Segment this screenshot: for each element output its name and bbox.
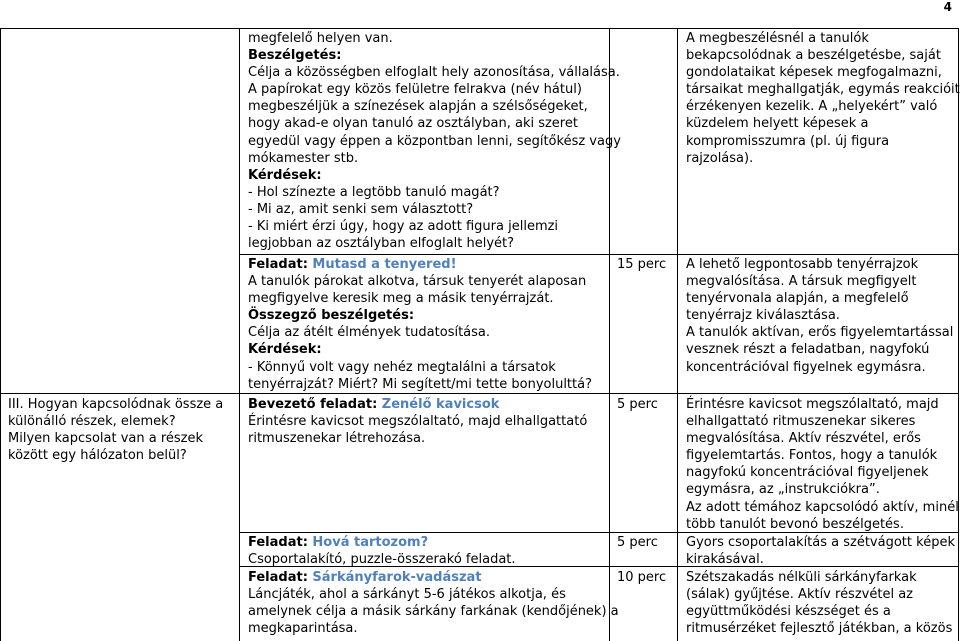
- duration: 15 perc: [617, 257, 667, 272]
- text-line: [686, 115, 960, 132]
- text-run: különálló részek, elemek?: [8, 414, 176, 430]
- text-run: hogy akad-e olyan tanuló az osztályban, aki szeret: [248, 116, 578, 132]
- text-run: Érintésre kavicsot megszólaltató, majd: [686, 397, 939, 412]
- bold-label: Feladat:: [248, 570, 313, 585]
- activity-description: [248, 534, 516, 568]
- bold-label: Összegző beszélgetés:: [248, 308, 415, 324]
- duration: 5 perc: [617, 397, 658, 412]
- text-line: [686, 464, 959, 481]
- text-line: [248, 396, 587, 413]
- bold-label: Bevezető feladat:: [248, 397, 382, 412]
- text-line: [248, 620, 619, 637]
- text-line: [686, 290, 953, 307]
- text-line: [686, 307, 953, 324]
- column-divider: [677, 28, 678, 641]
- text-line: [248, 341, 592, 358]
- text-run: érzékenyen kezelik. A „helyekért” való: [686, 99, 938, 115]
- text-line: [8, 430, 223, 447]
- activity-description: [248, 396, 587, 447]
- text-run: gondolataikat képesek megfogalmazni,: [686, 65, 942, 81]
- text-line: [248, 235, 621, 252]
- text-run: megfelelő helyen van.: [248, 31, 393, 46]
- text-line: [686, 413, 959, 430]
- text-line: [248, 115, 621, 132]
- text-run: Szétszakadás nélküli sárkányfarkak: [686, 570, 917, 585]
- text-run: Gyors csoportalakítás a szétvágott képek: [686, 535, 955, 550]
- activity-description: [248, 256, 592, 393]
- activity-title: Zenélő kavicsok: [381, 397, 500, 412]
- table-border-top: [0, 28, 959, 29]
- text-line: [248, 307, 592, 324]
- text-run: egyedül vagy éppen a központban lenni, segítőkész vagy: [248, 133, 621, 149]
- text-line: [686, 481, 959, 498]
- text-line: [686, 273, 953, 290]
- text-line: [248, 167, 621, 184]
- text-run: Célja a közösségben elfoglalt hely azonosítása, vállalása.: [248, 65, 620, 81]
- text-line: [686, 133, 960, 150]
- section-question: [8, 396, 223, 464]
- text-run: több tanulót bevonó beszélgetés.: [686, 516, 904, 532]
- duration: 10 perc: [617, 570, 667, 585]
- text-line: [248, 603, 619, 620]
- text-line: [248, 30, 621, 47]
- text-line: [686, 603, 952, 620]
- text-run: megvalósítása. A társuk megfigyelt: [686, 274, 917, 290]
- text-run: kirakásával.: [686, 552, 764, 568]
- text-line: [248, 359, 592, 376]
- text-run: legjobban az osztályban elfoglalt helyét?: [248, 236, 515, 252]
- bold-label: Beszélgetés:: [248, 48, 342, 64]
- bold-label: Feladat:: [248, 257, 313, 272]
- text-line: [686, 551, 955, 568]
- text-run: Csoportalakító, puzzle-összerakó feladat.: [248, 552, 516, 568]
- text-line: [686, 341, 953, 358]
- text-run: vesznek részt a feladatban, nagyfokú: [686, 342, 930, 358]
- text-line: [686, 569, 952, 586]
- text-line: [248, 569, 619, 586]
- text-line: [8, 396, 223, 413]
- text-line: [248, 256, 592, 273]
- text-run: társaikat meghallgatják, egymás reakcióit: [686, 82, 960, 98]
- text-run: A lehető legpontosabb tenyérrajzok: [686, 257, 919, 272]
- text-run: bekapcsolódnak a beszélgetésbe, saját: [686, 48, 941, 64]
- text-run: Láncjáték, ahol a sárkányt 5-6 játékos alkotja, és: [248, 587, 566, 603]
- text-run: A megbeszélésnél a tanulók: [686, 31, 869, 46]
- text-run: elhallgattató ritmuszenekar sikeres: [686, 414, 916, 430]
- text-line: [248, 47, 621, 64]
- text-line: [686, 430, 959, 447]
- text-line: [248, 273, 592, 290]
- text-run: megbeszéljük a színezések alapján a szélsőségeket,: [248, 99, 588, 115]
- expected-outcome: [686, 534, 955, 568]
- activity-title: Hová tartozom?: [312, 535, 429, 550]
- text-line: [248, 150, 621, 167]
- text-run: III. Hogyan kapcsolódnak össze a: [8, 397, 224, 412]
- text-line: [248, 324, 592, 341]
- text-line: [248, 551, 516, 568]
- text-line: [686, 324, 953, 341]
- text-run: között egy hálózaton belül?: [8, 448, 187, 464]
- activity-description: [248, 30, 621, 252]
- text-line: [248, 201, 621, 218]
- text-line: [248, 81, 621, 98]
- table-border-left: [0, 28, 1, 641]
- bold-label: Kérdések:: [248, 342, 322, 358]
- text-run: Milyen kapcsolat van a részek: [8, 431, 204, 447]
- text-line: [686, 586, 952, 603]
- text-line: [686, 516, 959, 533]
- text-line: [686, 620, 952, 637]
- text-run: nagyfokú koncentrációval figyeljenek: [686, 465, 929, 481]
- text-line: [248, 534, 516, 551]
- bold-label: Kérdések:: [248, 167, 322, 183]
- bold-label: Feladat:: [248, 535, 313, 550]
- text-run: egymásra, az „instrukciókra”.: [686, 482, 880, 498]
- text-run: kompromisszumra (pl. új figura: [686, 133, 890, 149]
- text-line: [686, 256, 953, 273]
- text-line: [686, 534, 955, 551]
- text-run: tenyérrajz kiválasztása.: [686, 308, 840, 324]
- text-run: rajzolása).: [686, 150, 754, 166]
- text-line: [248, 64, 621, 81]
- text-run: - Könnyű volt vagy nehéz megtalálni a társatok: [248, 359, 556, 375]
- text-run: megvalósítása. Aktív részvétel, erős: [686, 431, 921, 447]
- text-line: [248, 184, 621, 201]
- column-divider: [239, 28, 240, 641]
- text-line: [686, 64, 960, 81]
- text-run: amelynek célja a másik sárkány farkának (kendőjének) a: [248, 604, 619, 620]
- text-line: [686, 30, 960, 47]
- text-line: [686, 47, 960, 64]
- text-run: ritmusérzéket fejlesztő játékban, a közös: [686, 621, 953, 637]
- text-run: Az adott témához kapcsolódó aktív, minél: [686, 499, 959, 515]
- text-run: Célja az átélt élmények tudatosítása.: [248, 325, 491, 341]
- text-line: [248, 290, 592, 307]
- text-run: megfigyelve keresik meg a másik tenyérrajzát.: [248, 291, 554, 307]
- text-run: - Mi az, amit senki sem választott?: [248, 201, 474, 217]
- expected-outcome: [686, 396, 959, 533]
- row-divider: [0, 393, 959, 394]
- expected-outcome: [686, 30, 960, 167]
- text-line: [248, 376, 592, 393]
- text-line: [248, 218, 621, 235]
- text-line: [686, 359, 953, 376]
- text-run: megkaparintása.: [248, 621, 358, 637]
- text-run: mókamester stb.: [248, 150, 359, 166]
- text-line: [8, 447, 223, 464]
- text-run: A papírokat egy közös felületre felrakva (név hátul): [248, 82, 582, 98]
- text-run: (sálak) gyűjtése. Aktív részvétel az: [686, 587, 913, 603]
- text-run: - Ki miért érzi úgy, hogy az adott figura jellemzi: [248, 219, 559, 235]
- text-run: A tanulók párokat alkotva, társuk tenyerét alaposan: [248, 274, 587, 290]
- expected-outcome: [686, 256, 953, 376]
- text-line: [686, 150, 960, 167]
- text-line: [248, 413, 587, 430]
- text-run: koncentrációval figyelnek egymásra.: [686, 359, 926, 375]
- text-run: tenyérrajzát? Miért? Mi segített/mi tette bonyolulttá?: [248, 376, 592, 392]
- text-run: küzdelem helyett képesek a: [686, 116, 869, 132]
- text-line: [8, 413, 223, 430]
- page-number: 4: [943, 0, 952, 14]
- text-line: [686, 396, 959, 413]
- text-run: A tanulók aktívan, erős figyelemtartással: [686, 325, 954, 341]
- text-line: [686, 499, 959, 516]
- expected-outcome: [686, 569, 952, 637]
- text-run: figyelemtartás. Fontos, hogy a tanulók: [686, 448, 938, 464]
- activity-title: Mutasd a tenyered!: [312, 257, 457, 272]
- text-run: Érintésre kavicsot megszólaltató, majd elhallgattató: [248, 414, 588, 430]
- text-line: [686, 81, 960, 98]
- text-run: - Hol színezte a legtöbb tanuló magát?: [248, 184, 500, 200]
- text-line: [248, 98, 621, 115]
- text-run: ritmuszenekar létrehozása.: [248, 431, 426, 447]
- text-line: [686, 98, 960, 115]
- activity-title: Sárkányfarok-vadászat: [312, 570, 482, 585]
- text-line: [248, 133, 621, 150]
- text-run: tenyérvonala alapján, a megfelelő: [686, 291, 909, 307]
- text-run: együttműködési készséget és a: [686, 604, 891, 620]
- text-line: [248, 430, 587, 447]
- row-divider: [239, 254, 959, 255]
- text-line: [686, 447, 959, 464]
- text-line: [248, 586, 619, 603]
- duration: 5 perc: [617, 535, 658, 550]
- activity-description: [248, 569, 619, 637]
